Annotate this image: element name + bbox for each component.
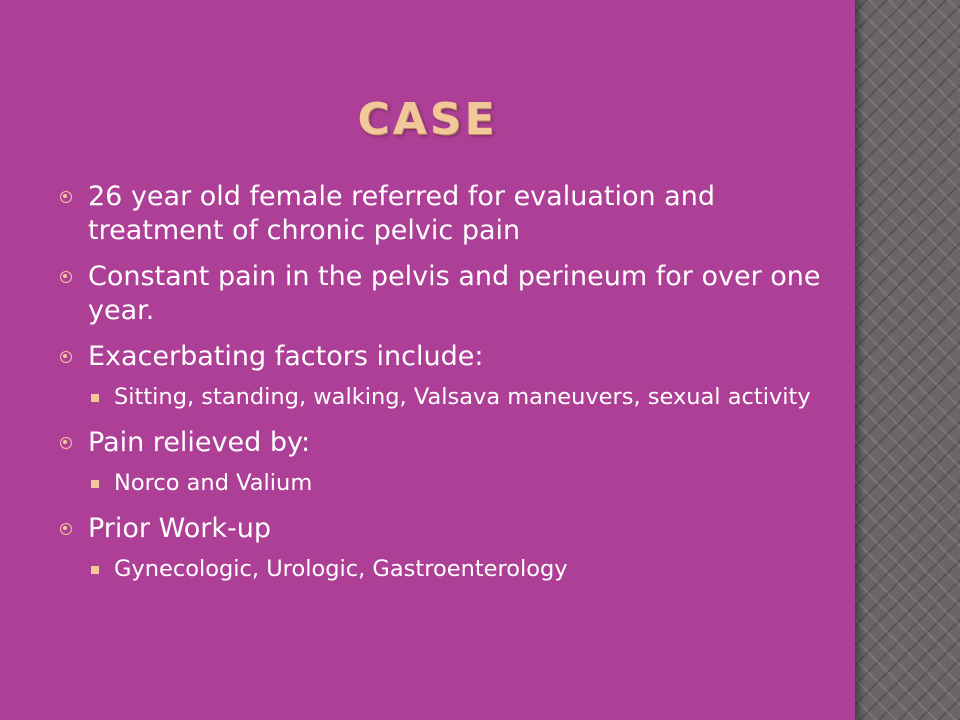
sub-bullet-item [60,382,840,412]
slide-content [60,180,840,598]
square-bullet-icon [91,394,99,402]
square-bullet-icon [91,566,99,574]
bullet-item [60,260,840,328]
bullet-text: Constant pain in the pelvis and perineum for over one year. [88,261,821,326]
bullet-item [60,512,840,546]
decorative-side-strip [855,0,960,720]
sub-bullet-item [60,554,840,584]
circle-dot-bullet-icon [60,271,72,283]
bullet-item [60,340,840,374]
square-bullet-icon [91,480,99,488]
slide-title: CASE [357,94,498,145]
circle-dot-bullet-icon [60,191,72,203]
bullet-item [60,426,840,460]
bullet-text: Pain relieved by: [88,427,311,458]
sub-bullet-item [60,468,840,498]
sub-bullet-text: Norco and Valium [114,470,313,496]
circle-dot-bullet-icon [60,351,72,363]
sub-bullet-text: Gynecologic, Urologic, Gastroenterology [114,556,568,582]
bullet-text: Prior Work-up [88,513,271,544]
sub-bullet-text: Sitting, standing, walking, Valsava maneuvers, sexual activity [114,384,811,410]
circle-dot-bullet-icon [60,437,72,449]
circle-dot-bullet-icon [60,523,72,535]
bullet-item [60,180,840,248]
bullet-text: Exacerbating factors include: [88,341,484,372]
bullet-text: 26 year old female referred for evaluation and treatment of chronic pelvic pain [88,181,715,246]
